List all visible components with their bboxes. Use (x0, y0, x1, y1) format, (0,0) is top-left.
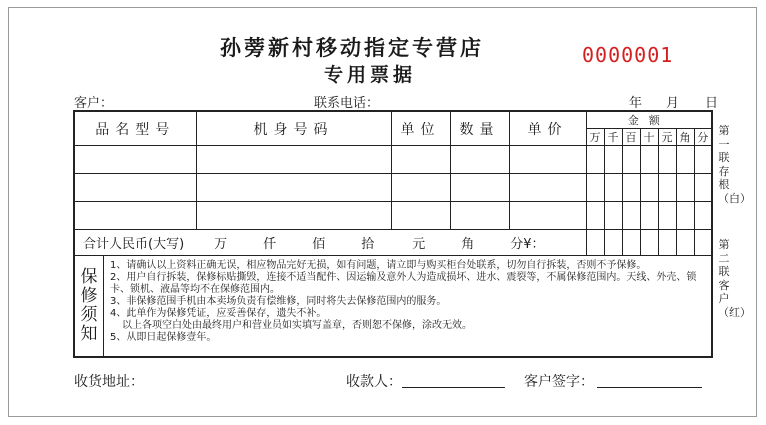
total-unit: 角 (461, 237, 475, 252)
receipt-table (73, 110, 713, 358)
amount-unit: 千 (604, 129, 622, 146)
table-row[interactable] (74, 146, 712, 174)
store-title: 孙蒡新村移动指定专营店 (220, 36, 484, 60)
amount-unit: 分 (694, 129, 712, 146)
header-price: 单价 (509, 111, 586, 146)
header-qty: 数量 (450, 111, 509, 146)
notice-list (104, 256, 711, 356)
signature-label: 客户签字： (524, 374, 594, 390)
total-unit: 元 (412, 237, 426, 252)
serial-number: 0000001 (582, 43, 674, 67)
amount-unit: 元 (658, 129, 676, 146)
date-year: 年 (629, 96, 643, 111)
total-label: 合计人民币(大写) (83, 237, 185, 252)
notice-item: 1、请确认以上资料正确无误，相应物品完好无损，如有问题，请立即与购买柜台处联系，切勿自行拆装，否则不予保修。 (110, 260, 647, 271)
phone-label: 联系电话： (314, 96, 380, 111)
total-unit: 仟 (263, 237, 277, 252)
total-currency-mark: 分¥： (510, 237, 545, 252)
notice-item: 5、从即日起保修壹年。 (110, 332, 217, 343)
header-product: 品名型号 (74, 111, 196, 146)
header-amount: 金额 (586, 111, 712, 129)
payee-field[interactable] (402, 371, 505, 388)
total-row (74, 230, 712, 256)
amount-unit: 百 (622, 129, 640, 146)
address-label: 收货地址： (74, 374, 144, 390)
notice-title: 保修须知 (80, 266, 98, 344)
notice-item: 4、此单作为保修凭证，应妥善保存，遗失不补。 (110, 308, 327, 319)
notice-item: 2、用户自行拆装，保修标贴撕毁，连接不适当配件、因运输及意外人为造成损坏、进水、震裂等，不属保修范围内。天线、外壳、锁卡、锁机、液晶等均不在保修范围内。 (110, 272, 697, 295)
header-serial: 机身号码 (196, 111, 391, 146)
notice-item: 以上各项空白处由最终用户和营业员如实填写盖章，否则恕不保修，涂改无效。 (122, 320, 472, 331)
date-month: 月 (666, 96, 680, 111)
amount-unit: 角 (676, 129, 694, 146)
customer-label: 客户： (74, 96, 114, 111)
total-unit: 拾 (361, 237, 375, 252)
table-row[interactable] (74, 202, 712, 230)
payee-label: 收款人： (346, 374, 402, 390)
total-unit: 佰 (312, 237, 326, 252)
notice-row (74, 256, 712, 357)
header-unit: 单位 (391, 111, 450, 146)
copy-label-stub: 第一联存根（白） (718, 124, 751, 205)
notice-item: 3、非保修范围手机由本卖场负责有偿维修，同时将失去保修范围内的服务。 (110, 296, 447, 307)
date-day: 日 (705, 96, 719, 111)
total-unit: 万 (214, 237, 228, 252)
signature-field[interactable] (597, 371, 702, 388)
amount-unit: 十 (640, 129, 658, 146)
table-row[interactable] (74, 174, 712, 202)
copy-label-customer: 第二联客户（红） (718, 238, 751, 319)
amount-unit: 万 (586, 129, 604, 146)
receipt-subtitle: 专用票据 (324, 64, 417, 86)
